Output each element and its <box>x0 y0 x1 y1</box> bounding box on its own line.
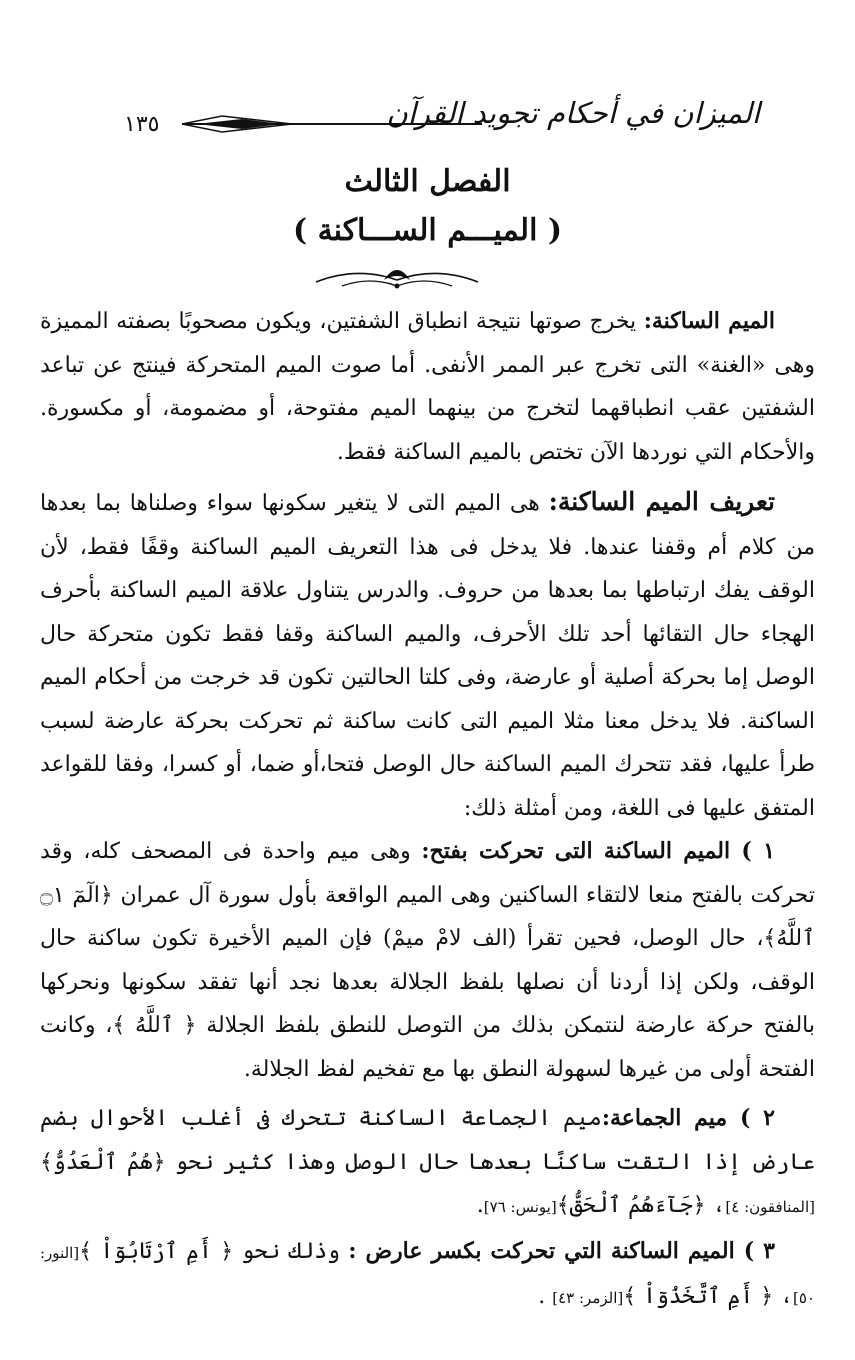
paragraph-text: وهى ميم واحدة فى المصحف كله، وقد تحركت بالفتح منعا لالتقاء الساكنين وهى الميم الواقعة بأول سورة آل عمران ﴿الٓمٓ ۝١ ٱللَّهُ﴾، حال الوصل، فحين تقرأ (الف لامْ ميمْ) فإن الميم الأخيرة تكون ساكنة حال الوقف، ولكن إذا أردنا أن نصلها بلفظ الجلالة بعدها نجد أنها تفقد سكونها ونحركها بالفتح حركة عارضة لنتمكن بذلك من التوصل للنطق بلفظ الجلالة ﴿ ٱللَّهُ ﴾، وكانت الفتحة أولى من غيرها لسهولة النطق بها مع تفخيم لفظ الجلالة. <box>40 839 815 1082</box>
term-definition: تعريف الميم الساكنة: <box>548 487 775 516</box>
paragraph-text: . <box>538 1284 553 1309</box>
term-kasr: الميم الساكنة التي تحركت بكسر عارض : <box>348 1237 744 1264</box>
list-number: ١ ) <box>741 838 775 864</box>
verse-reference: [المنافقون: ٤] <box>725 1198 815 1216</box>
flourish-ornament <box>312 258 482 292</box>
paragraph-text: ميم الجماعة الساكنة تتحرك فى أغلب الأحوال بضم عارض إذا التقت ساكنًا بعدها حال الوصل وهذا كثير نحو ﴿هُمُ ٱلْعَدُوُّ﴾ <box>40 1106 815 1175</box>
paragraph-definition-intro <box>40 300 815 474</box>
list-number: ٢ ) <box>739 1105 775 1131</box>
paragraph-text: ، ﴿جَآءَهُمُ ٱلْحَقُّ﴾ <box>556 1193 726 1218</box>
paragraph-text: هى الميم التى لا يتغير سكونها سواء وصلناها بما بعدها من كلام أم وقفنا عندها. فلا يدخل فى هذا التعريف الميم الساكنة وقفًا فقط، لأن الوقف يفك ارتباطها بما بعدها من حروف. والدرس يتناول علاقة الميم الساكنة بأحرف الهجاء حال التقائها أحد تلك الأحرف، والميم الساكنة وقفا فقط تكون متحركة حال الوصل إما بحركة أصلية أو عارضة، وفى كلتا الحالتين تكون قد خرجت من أحكام الميم الساكنة. فلا يدخل معنا مثلا الميم التى كانت ساكنة ثم تحركت بحركة عارضة لسبب طرأ عليها، فقد تتحرك الميم الساكنة حال الوصل فتحا،أو ضما، أو كسرا، وفقا للقواعد المتفق عليها فى اللغة، ومن أمثلة ذلك: <box>40 491 815 821</box>
term-fath: الميم الساكنة التى تحركت بفتح: <box>421 838 742 864</box>
paragraph-text: . <box>476 1193 484 1218</box>
term-jamaah: ميم الجماعة: <box>601 1105 740 1131</box>
verse-reference: [النور: ٥٠] <box>40 1243 815 1307</box>
running-header <box>120 96 760 146</box>
header-arrow-rule <box>182 110 482 138</box>
list-item-fath <box>40 830 815 1091</box>
verse-reference: [يونس: ٧٦] <box>483 1198 557 1216</box>
verse-reference: [الزمر: ٤٣] <box>552 1289 624 1307</box>
list-number: ٣ ) <box>743 1237 775 1264</box>
list-item-jamaah <box>40 1097 815 1230</box>
paragraph-text: ، ﴿ أَمِ ٱتَّخَذُوٓاْ ﴾ <box>623 1284 794 1309</box>
page-number: ١٣٥ <box>124 112 160 137</box>
list-item-kasr <box>40 1230 815 1321</box>
chapter-title: ( الميـــم الســـاكنة ) <box>292 213 563 248</box>
paragraph-definition <box>40 480 815 830</box>
chapter-label: الفصل الثالث <box>344 164 511 199</box>
paragraph-text: يخرج صوتها نتيجة انطباق الشفتين، ويكون مصحوبًا بصفته المميزة وهى «الغنة» التى تخرج عبر الممر الأنفى. أما صوت الميم المتحركة فينتج عن تباعد الشفتين عقب انطباقهما لتخرج من بينهما الميم مفتوحة، أو مضمومة، أو مكسورة. والأحكام التي نوردها الآن تختص بالميم الساكنة فقط. <box>40 309 815 465</box>
running-title: الميزان في أحكام تجويد القرآن <box>386 96 760 130</box>
body-text <box>40 300 815 1321</box>
paragraph-text: وذلك نحو ﴿ أَمِ ٱرْتَابُوٓاْ ﴾ <box>79 1238 349 1264</box>
term-meem-sakinah: الميم الساكنة: <box>643 308 775 334</box>
